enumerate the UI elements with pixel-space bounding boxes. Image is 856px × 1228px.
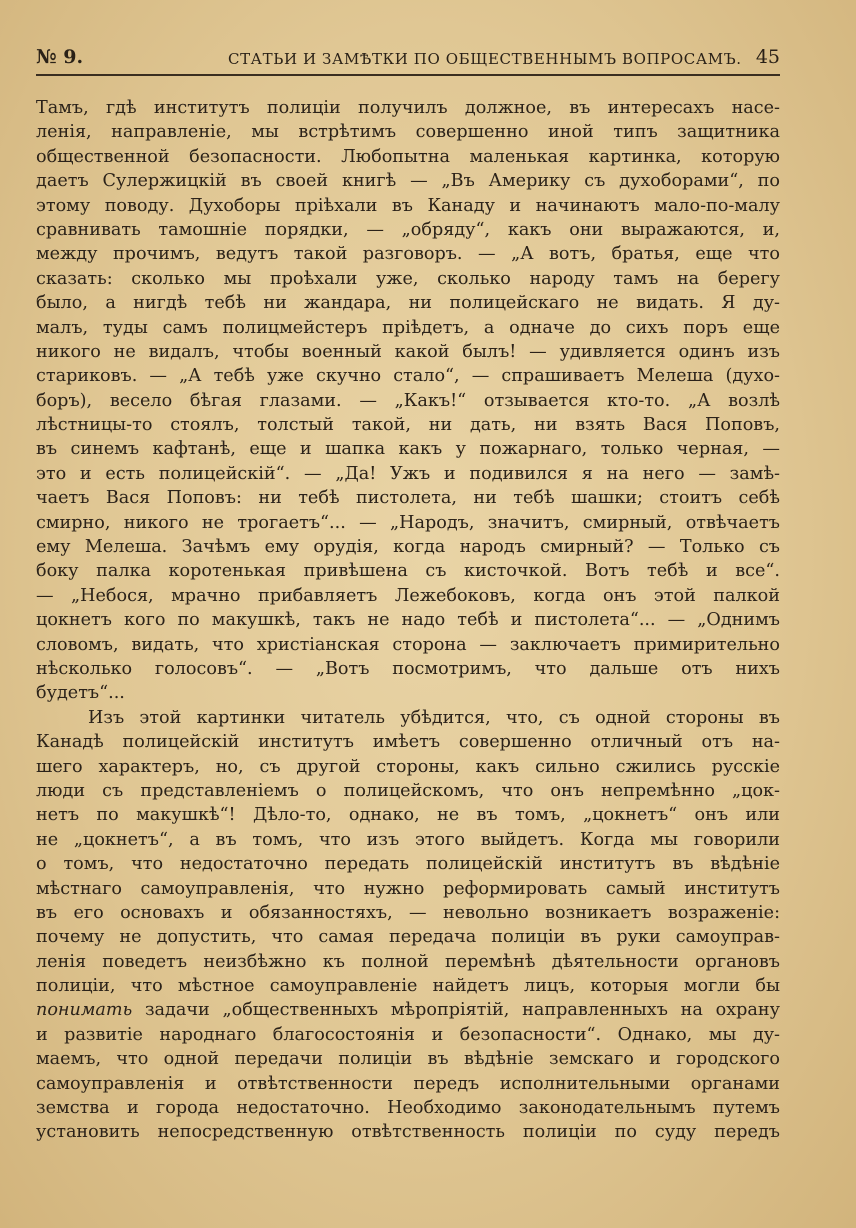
- text-line: этому поводу. Духоборы пріѣхали въ Канаду и начинаютъ мало-по-малу: [36, 195, 780, 216]
- paragraph-start-line: Изъ этой картинки читатель убѣдится, что, съ одной стороны въ: [88, 707, 780, 728]
- body-text: [36, 96, 780, 1145]
- text-line: установить непосредственную отвѣтственность полиціи по суду передъ: [36, 1122, 780, 1143]
- text-line: между прочимъ, ведутъ такой разговоръ. — „А вотъ, братья, еще что: [36, 244, 780, 265]
- text-line-with-emphasis: [36, 998, 780, 1022]
- text-line-rest: задачи „общественныхъ мѣропріятій, направленныхъ на охрану: [132, 1000, 780, 1021]
- paragraph-end-line: будетъ“...: [36, 683, 125, 704]
- text-line: въ синемъ кафтанѣ, еще и шапка какъ у пожарнаго, только черная, —: [36, 439, 780, 460]
- text-line: боръ), весело бѣгая глазами. — „Какъ!“ отзывается кто-то. „А возлѣ: [36, 390, 780, 411]
- text-line: ленія поведетъ неизбѣжно къ полной перемѣнѣ дѣятельности органовъ: [36, 951, 780, 972]
- text-line: Канадѣ полицейскій институтъ имѣетъ совершенно отличный отъ на-: [36, 732, 780, 753]
- text-line: маемъ, что одной передачи полиціи въ вѣдѣніе земскаго и городского: [36, 1049, 780, 1070]
- header-rule: [36, 74, 780, 76]
- text-line: Тамъ, гдѣ институтъ полиціи получилъ должное, въ интересахъ насе-: [36, 98, 780, 118]
- page-number: 45: [755, 46, 780, 68]
- text-line: было, а нигдѣ тебѣ ни жандара, ни полицейскаго не видать. Я ду-: [36, 293, 780, 314]
- text-line: сравнивать тамошніе порядки, — „обряду“, какъ они выражаются, и,: [36, 219, 780, 240]
- section-title: СТАТЬИ И ЗАМѢТКИ ПО ОБЩЕСТВЕННЫМЪ ВОПРОСАМЪ.: [228, 50, 742, 68]
- text-line: о томъ, что недостаточно передать полицейскій институтъ въ вѣдѣніе: [36, 854, 780, 875]
- text-line: въ его основахъ и обязанностяхъ, — невольно возникаетъ возраженіе:: [36, 902, 780, 923]
- text-line: полиціи, что мѣстное самоуправленіе найдетъ лицъ, которыя могли бы: [36, 976, 780, 997]
- text-line: сказать: сколько мы проѣхали уже, сколько народу тамъ на берегу: [36, 268, 780, 289]
- text-line: самоуправленія и отвѣтственности передъ исполнительными органами: [36, 1073, 780, 1094]
- text-line: мѣстнаго самоуправленія, что нужно реформировать самый институтъ: [36, 878, 780, 899]
- text-line: чаетъ Вася Поповъ: ни тебѣ пистолета, ни тебѣ шашки; стоитъ себѣ: [36, 488, 780, 509]
- text-line: стариковъ. — „А тебѣ уже скучно стало“, — спрашиваетъ Мелеша (духо-: [36, 366, 780, 387]
- text-line: даетъ Сулержицкій въ своей книгѣ — „Въ Америку съ духоборами“, по: [36, 171, 780, 192]
- text-line: почему не допустить, что самая передача полиціи въ руки самоуправ-: [36, 927, 780, 948]
- text-line: ему Мелеша. Зачѣмъ ему орудія, когда народъ смирный? — Только съ: [36, 537, 780, 558]
- text-line: люди съ представленіемъ о полицейскомъ, что онъ непремѣнно „цок-: [36, 780, 780, 801]
- running-header: [36, 44, 780, 74]
- text-line: ленія, направленіе, мы встрѣтимъ совершенно иной типъ защитника: [36, 122, 780, 143]
- text-line: не „цокнетъ“, а въ томъ, что изъ этого выйдетъ. Когда мы говорили: [36, 829, 780, 850]
- text-line: это и есть полицейскій“. — „Да! Ужъ и подивился я на него — замѣ-: [36, 463, 780, 484]
- text-line: шего характеръ, но, съ другой стороны, какъ сильно сжились русскіе: [36, 756, 780, 777]
- text-line: словомъ, видать, что христіанская сторона — заключаетъ примирительно: [36, 634, 780, 655]
- text-line: малъ, туды самъ полицмейстеръ пріѣдетъ, а одначе до сихъ поръ еще: [36, 317, 780, 338]
- text-line: боку палка коротенькая привѣшена съ кисточкой. Вотъ тебѣ и все“.: [36, 561, 780, 582]
- emphasized-word: понимать: [36, 1000, 133, 1021]
- text-line: и развитіе народнаго благосостоянія и безопасности“. Однако, мы ду-: [36, 1024, 780, 1045]
- issue-number: № 9.: [36, 46, 84, 68]
- text-line: цокнетъ кого по макушкѣ, такъ не надо тебѣ и пистолета“... — „Однимъ: [36, 610, 780, 631]
- text-line: нетъ по макушкѣ“! Дѣло-то, однако, не въ томъ, „цокнетъ“ онъ или: [36, 805, 780, 826]
- text-line: земства и города недостаточно. Необходимо законодательнымъ путемъ: [36, 1098, 780, 1119]
- text-line: нѣсколько голосовъ“. — „Вотъ посмотримъ, что дальше отъ нихъ: [36, 658, 780, 679]
- text-line: — „Небося, мрачно прибавляетъ Лежебоковъ, когда онъ этой палкой: [36, 585, 780, 606]
- text-line: смирно, никого не трогаетъ“... — „Народъ, значитъ, смирный, отвѣчаетъ: [36, 512, 780, 533]
- text-line: общественной безопасности. Любопытна маленькая картинка, которую: [36, 146, 780, 167]
- text-line: никого не видалъ, чтобы военный какой былъ! — удивляется одинъ изъ: [36, 341, 780, 362]
- text-line: лѣстницы-то стоялъ, толстый такой, ни дать, ни взять Вася Поповъ,: [36, 415, 780, 436]
